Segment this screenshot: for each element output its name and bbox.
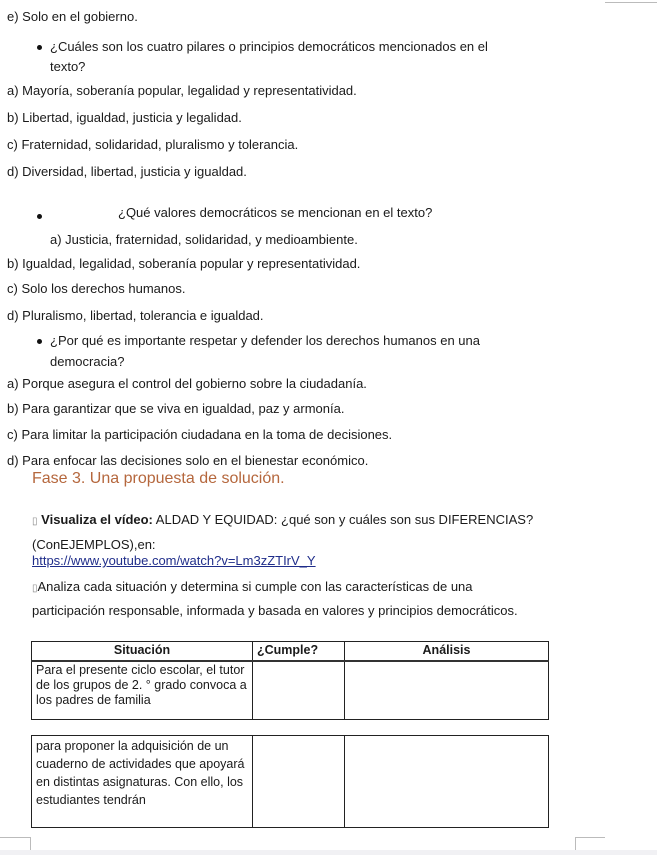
q3-option-d: d) Para enfocar las decisiones solo en el bienestar económico. [7, 453, 369, 468]
q3-option-b: b) Para garantizar que se viva en igualdad, paz y armonía. [7, 401, 345, 416]
analisis-cell[interactable] [345, 736, 549, 828]
video-link[interactable]: https://www.youtube.com/watch?v=Lm3zZTIrV_Y [32, 553, 316, 568]
missing-glyph-icon: ▯ [32, 583, 38, 594]
cumple-cell[interactable] [253, 661, 345, 719]
page-corner-mark [575, 837, 576, 851]
header-cumple: ¿Cumple? [253, 642, 345, 662]
header-situacion: Situación [32, 642, 253, 662]
page-corner-mark [575, 837, 605, 838]
analysis-table-continued [31, 735, 549, 828]
question-3: ¿Por qué es importante respetar y defender los derechos humanos en una [50, 333, 480, 348]
missing-glyph-icon: ▯ [32, 516, 38, 527]
q2-option-d: d) Pluralismo, libertad, tolerancia e igualdad. [7, 308, 264, 323]
analysis-table [31, 641, 549, 720]
page-corner-mark [0, 837, 30, 838]
q1-option-b: b) Libertad, igualdad, justicia y legalidad. [7, 110, 242, 125]
situation-cell: para proponer la adquisición de un cuaderno de actividades que apoyará en distintas asignaturas. Con ello, los estudiantes tendrán [32, 736, 253, 828]
video-title: ALDAD Y EQUIDAD: ¿qué son y cuáles son sus DIFERENCIAS? [152, 512, 534, 527]
video-label: Visualiza el vídeo: [41, 512, 153, 527]
q2-option-a: a) Justicia, fraternidad, solidaridad, y medioambiente. [50, 232, 358, 247]
page-corner-mark [30, 837, 31, 851]
instruction [32, 579, 473, 597]
analisis-cell[interactable] [345, 661, 549, 719]
header-analisis: Análisis [345, 642, 549, 662]
video-title-cont: (ConEJEMPLOS),en: [32, 537, 156, 552]
q1-option-d: d) Diversidad, libertad, justicia y igualdad. [7, 164, 247, 179]
page-corner-mark [605, 2, 657, 3]
phase-heading: Fase 3. Una propuesta de solución. [32, 470, 285, 487]
q3-option-c: c) Para limitar la participación ciudadana en la toma de decisiones. [7, 427, 393, 442]
instruction-line-1: Analiza cada situación y determina si cumple con las características de una [37, 579, 473, 594]
situation-cell: Para el presente ciclo escolar, el tutor de los grupos de 2. ° grado convoca a los padres de familia [32, 661, 253, 719]
instruction-line-2: participación responsable, informada y basada en valores y principios democráticos. [32, 603, 518, 618]
q3-option-a: a) Porque asegura el control del gobierno sobre la ciudadanía. [7, 376, 367, 391]
page-gap [0, 850, 657, 855]
q2-option-c: c) Solo los derechos humanos. [7, 281, 186, 296]
q2-option-b: b) Igualdad, legalidad, soberanía popular y representatividad. [7, 256, 361, 271]
video-instruction [32, 512, 533, 530]
q1-option-c: c) Fraternidad, solidaridad, pluralismo y tolerancia. [7, 137, 299, 152]
bullet-icon [37, 214, 42, 219]
question-1-cont: texto? [50, 59, 86, 74]
q1-option-a: a) Mayoría, soberanía popular, legalidad y representatividad. [7, 83, 357, 98]
question-2: ¿Qué valores democráticos se mencionan en el texto? [118, 205, 433, 220]
question-1: ¿Cuáles son los cuatro pilares o principios democráticos mencionados en el [50, 39, 488, 54]
cumple-cell[interactable] [253, 736, 345, 828]
bullet-icon [37, 339, 42, 344]
bullet-icon [37, 45, 42, 50]
option-e: e) Solo en el gobierno. [7, 9, 138, 24]
question-3-cont: democracia? [50, 354, 125, 369]
